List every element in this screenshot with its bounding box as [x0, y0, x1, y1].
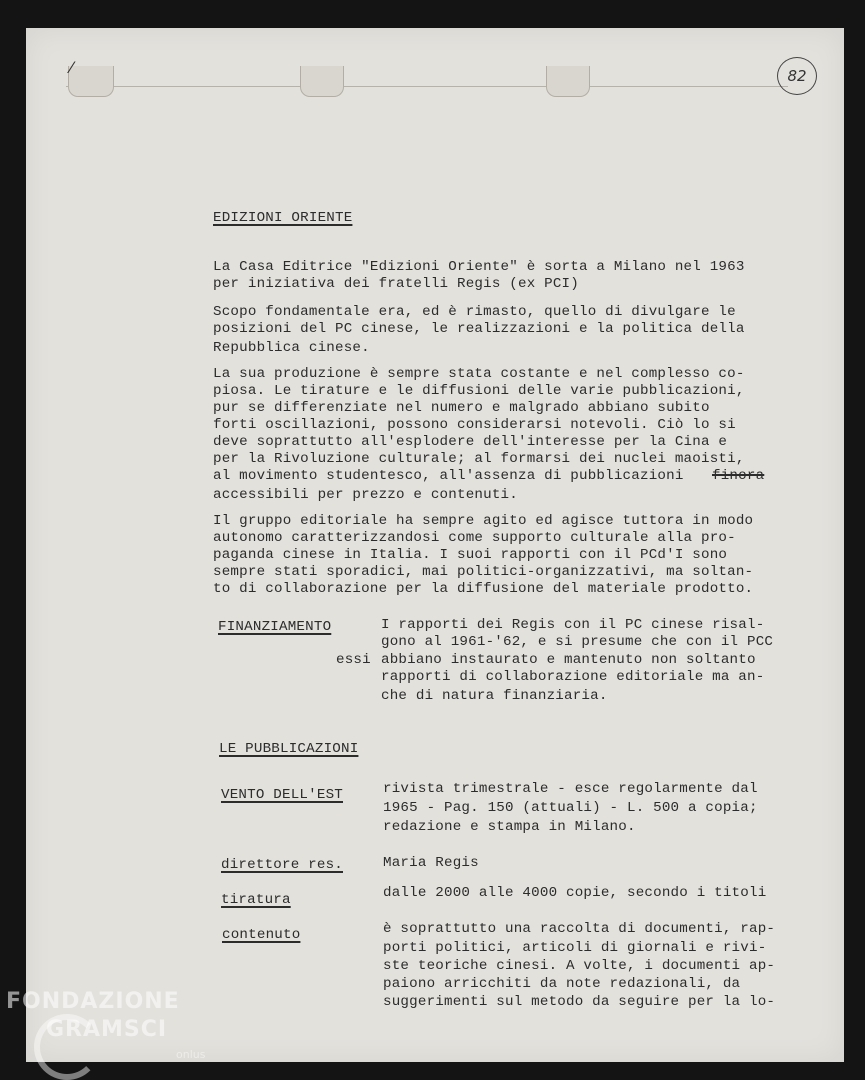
paragraph-line: forti oscillazioni, possono considerarsi notevoli. Ciò lo si	[213, 417, 736, 433]
entry-label: VENTO DELL'EST	[221, 787, 343, 803]
entry-line: dalle 2000 alle 4000 copie, secondo i titoli	[383, 885, 767, 901]
corner-mark: ⁄	[70, 58, 73, 77]
entry-line: paiono arricchiti da note redazionali, da	[383, 976, 741, 992]
binder-tab	[546, 66, 590, 97]
paragraph-line: per iniziativa dei fratelli Regis (ex PCI)	[213, 276, 579, 292]
paragraph-line: pur se differenziate nel numero e malgrado abbiano subito	[213, 400, 710, 416]
binder-tab	[300, 66, 344, 97]
page-number: 82	[777, 57, 817, 95]
watermark-sub: onlus	[176, 1048, 206, 1061]
financing-margin-word: essi	[336, 652, 371, 668]
watermark-line: FONDAZIONE	[6, 989, 180, 1014]
paragraph-line: paganda cinese in Italia. I suoi rapporti con il PCd'I sono	[213, 547, 728, 563]
financing-label: FINANZIAMENTO	[218, 619, 332, 635]
watermark-line: GRAMSCI	[46, 1017, 168, 1042]
financing-line: abbiano instaurato e mantenuto non soltanto	[381, 652, 756, 668]
paper-fold-strip	[66, 66, 788, 87]
entry-line: Maria Regis	[383, 855, 479, 871]
paragraph-line: sempre stati sporadici, mai politici-organizzativi, ma soltan-	[213, 564, 754, 580]
paragraph-line: al movimento studentesco, all'assenza di pubblicazioni	[213, 468, 684, 484]
financing-line: gono al 1961-'62, e si presume che con il PCC	[381, 634, 774, 650]
paragraph-line: La sua produzione è sempre stata costante e nel complesso co-	[213, 366, 745, 382]
entry-line: suggerimenti sul metodo da seguire per la lo-	[383, 994, 776, 1010]
entry-line: 1965 - Pag. 150 (attuali) - L. 500 a copia;	[383, 800, 758, 816]
financing-line: che di natura finanziaria.	[381, 688, 608, 704]
entry-line: rivista trimestrale - esce regolarmente dal	[383, 781, 758, 797]
financing-line: rapporti di collaborazione editoriale ma an-	[381, 669, 765, 685]
entry-line: porti politici, articoli di giornali e rivi-	[383, 940, 767, 956]
document-title: EDIZIONI ORIENTE	[213, 210, 353, 226]
paragraph-line: accessibili per prezzo e contenuti.	[213, 487, 518, 503]
financing-line: I rapporti dei Regis con il PC cinese risal-	[381, 617, 765, 633]
paragraph-line: deve soprattutto all'esplodere dell'interesse per la Cina e	[213, 434, 728, 450]
entry-label: tiratura	[221, 892, 291, 908]
paragraph-line: Scopo fondamentale era, ed è rimasto, quello di divulgare le	[213, 304, 736, 320]
watermark	[6, 988, 180, 1044]
paragraph-line: La Casa Editrice "Edizioni Oriente" è sorta a Milano nel 1963	[213, 259, 745, 275]
paragraph-line: Repubblica cinese.	[213, 340, 370, 356]
publications-heading: LE PUBBLICAZIONI	[219, 741, 359, 757]
entry-line: ste teoriche cinesi. A volte, i documenti ap-	[383, 958, 776, 974]
entry-label: direttore res.	[221, 857, 343, 873]
entry-line: redazione e stampa in Milano.	[383, 819, 636, 835]
paragraph-line: posizioni del PC cinese, le realizzazioni e la politica della	[213, 321, 745, 337]
paragraph-line: per la Rivoluzione culturale; al formarsi dei nuclei maoisti,	[213, 451, 745, 467]
paragraph-line: autonomo caratterizzandosi come supporto culturale alla pro-	[213, 530, 736, 546]
paragraph-line: to di collaborazione per la diffusione del materiale prodotto.	[213, 581, 754, 597]
entry-line: è soprattutto una raccolta di documenti, rap-	[383, 921, 776, 937]
paragraph-line: Il gruppo editoriale ha sempre agito ed agisce tuttora in modo	[213, 513, 754, 529]
struck-word: finora	[712, 468, 765, 484]
paragraph-line: piosa. Le tirature e le diffusioni delle varie pubblicazioni,	[213, 383, 745, 399]
binder-tab	[68, 66, 114, 97]
entry-label: contenuto	[222, 927, 301, 943]
